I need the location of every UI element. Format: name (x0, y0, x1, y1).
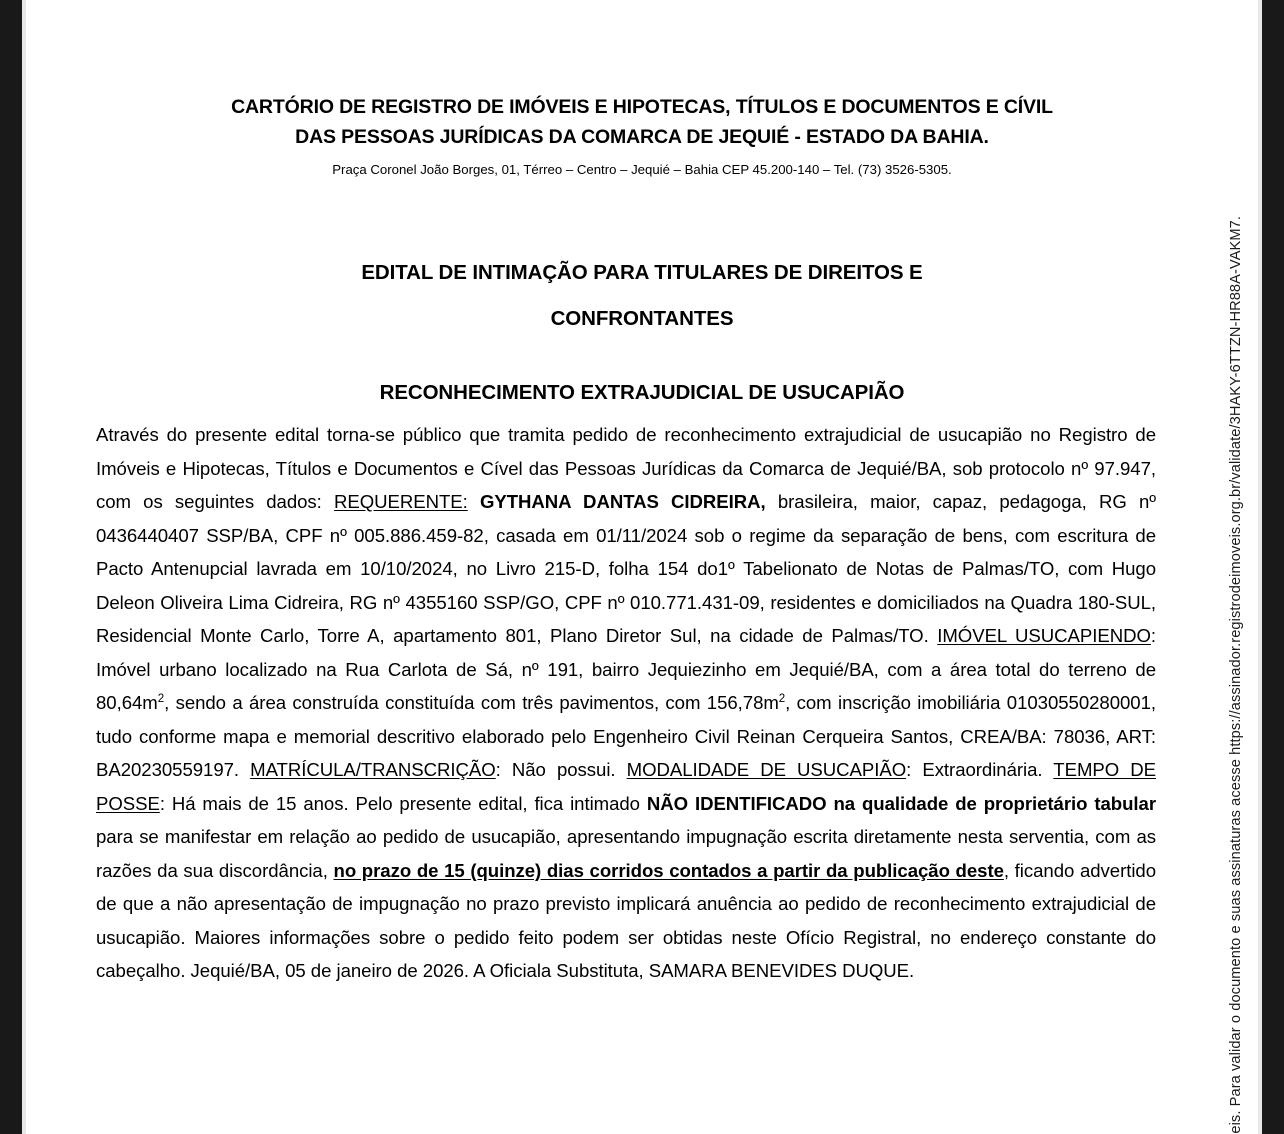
imovel-descricao-parte-2: , sendo a área construída constituída com três pavimentos, com 156,78m (164, 692, 779, 713)
office-address: Praça Coronel João Borges, 01, Térreo – Centro – Jequié – Bahia CEP 45.200-140 – Tel. (73) 3526-5305. (332, 162, 952, 177)
document-page (26, 0, 1258, 1134)
label-requerente: REQUERENTE: (334, 491, 468, 512)
label-matricula-transcricao: MATRÍCULA/TRANSCRIÇÃO (250, 759, 496, 780)
document-titles (26, 250, 1258, 416)
manifestacao-texto: para se manifestar em relação ao pedido de usucapião, apresentando impugnação escrita diretamente nesta serventia, com as razões da sua discordância, (96, 826, 1156, 881)
fechamento-texto: , ficando advertido de que a não apresentação de impugnação no prazo previsto implicará anuência ao pedido de reconhecimento extrajudicial de usucapião. Maiores informações sobre o pedido feito podem ser obtidas neste Ofício Registral, no endereço constante do cabeçalho. Jequié/BA, 05 de janeiro de 2026. A Oficiala Substituta, SAMARA BENEVIDES DUQUE. (96, 859, 1156, 981)
scan-edge-left (0, 0, 22, 1134)
label-imovel-usucapiendo: IMÓVEL USUCAPIENDO (937, 625, 1151, 646)
area-terreno-expoente: 2 (157, 692, 165, 705)
imovel-descricao-parte-1: : Imóvel urbano localizado na Rua Carlota de Sá, nº 191, bairro Jequiezinho em Jequié/BA, com a área total do terreno de 80,64m (96, 625, 1156, 713)
office-name-line-2: DAS PESSOAS JURÍDICAS DA COMARCA DE JEQUIÉ - ESTADO DA BAHIA. (295, 126, 989, 148)
intimado-destaque: NÃO IDENTIFICADO na qualidade de proprietário tabular (646, 792, 1157, 814)
body-intro: Através do presente edital torna-se público que tramita pedido de reconhecimento extrajudicial de usucapião no Registro de Imóveis e Hipotecas, Títulos e Documentos e Cível das Pessoas Jurídicas da Comarca de Jequié/BA, sob protocolo nº 97.947, com os seguintes dados: (96, 424, 1156, 512)
requerente-nome: GYTHANA DANTAS CIDREIRA, (467, 491, 766, 512)
matricula-valor: : Não possui. (495, 759, 627, 780)
scan-hairline-right (1258, 0, 1262, 1134)
scan-edge-right (1262, 0, 1284, 1134)
imovel-descricao-parte-3: , com inscrição imobiliária 01030550280001, tudo conforme mapa e memorial descritivo elaborado pelo Engenheiro Civil Reinan Cerqueira Santos, CREA/BA: 78036, ART: BA20230559197. (96, 692, 1156, 780)
edital-title: EDITAL DE INTIMAÇÃO PARA TITULARES DE DIREITOS E CONFRONTANTES (361, 261, 923, 330)
signature-validation-stamp (1216, 0, 1256, 1134)
tempo-posse-valor: : Há mais de 15 anos. Pelo presente edital, fica intimado (159, 792, 647, 814)
label-modalidade-usucapiao: MODALIDADE DE USUCAPIÃO (626, 759, 907, 780)
area-construida-expoente: 2 (778, 692, 786, 705)
label-tempo-de-posse: TEMPO DE POSSE (96, 759, 1156, 814)
edital-body-text (96, 418, 1156, 988)
validation-url-text: eis. Para validar o documento e suas assinaturas acesse https://assinador.registrodeimoveis.org.br/validate/3HAKY-6TTZN-HR88A-VAKM7. (1228, 216, 1244, 1134)
document-header (26, 92, 1258, 180)
office-name (192, 92, 1092, 152)
requerente-dados: brasileira, maior, capaz, pedagoga, RG nº 0436440407 SSP/BA, CPF nº 005.886.459-82, casada em 01/11/2024 sob o regime da separação de bens, com escritura de Pacto Antenupcial lavrada em 10/10/2024, no Livro 215-D, folha 154 do1º Tabelionato de Notas de Palmas/TO, com Hugo Deleon Oliveira Lima Cidreira, RG nº 4355160 SSP/GO, CPF nº 010.771.431-09, residentes e domiciliados na Quadra 180-SUL, Residencial Monte Carlo, Torre A, apartamento 801, Plano Diretor Sul, na cidade de Palmas/TO. (96, 491, 1156, 646)
modalidade-valor: : Extraordinária. (906, 759, 1054, 780)
edital-subtitle: RECONHECIMENTO EXTRAJUDICIAL DE USUCAPIÃO (379, 381, 905, 404)
office-name-line-1: CARTÓRIO DE REGISTRO DE IMÓVEIS E HIPOTECAS, TÍTULOS E DOCUMENTOS E CÍVIL (231, 96, 1053, 118)
prazo-destaque: no prazo de 15 (quinze) dias corridos contados a partir da publicação deste (333, 859, 1004, 881)
